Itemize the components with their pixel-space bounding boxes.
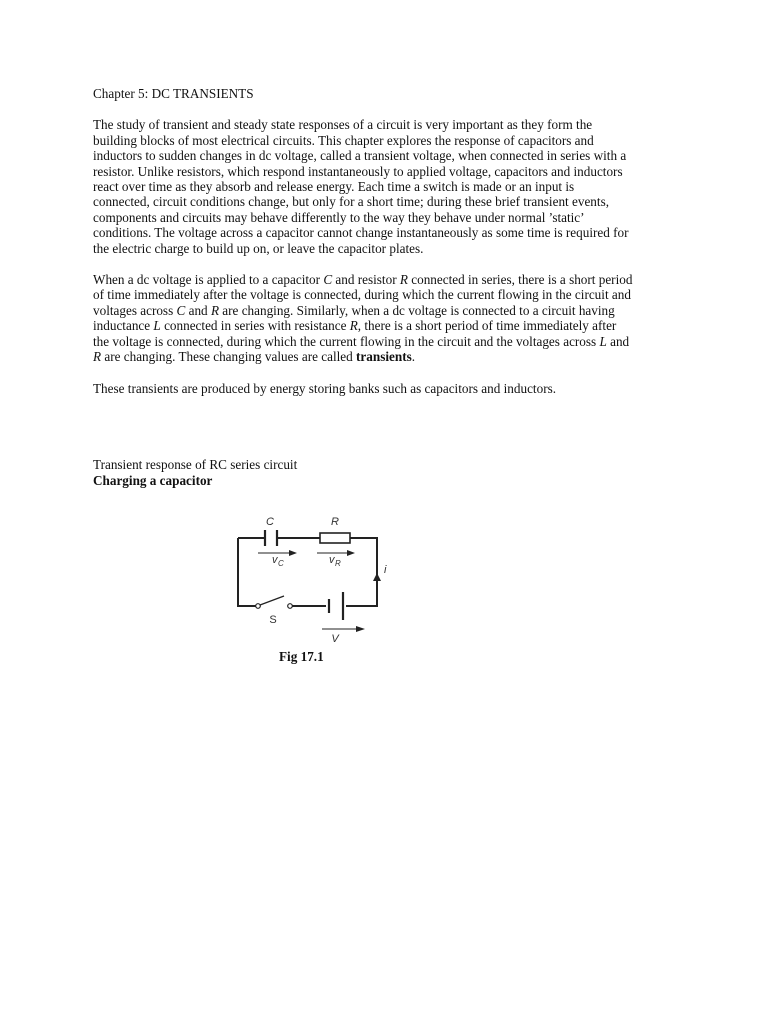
resistor-symbol	[320, 533, 350, 543]
circuit-wires	[238, 538, 377, 606]
transients-term: transients	[356, 349, 412, 365]
text-line: connected, circuit conditions change, but only for a short time; during these brief transient events,	[93, 194, 609, 210]
switch-lever	[260, 596, 284, 605]
switch-terminal-left	[256, 604, 261, 609]
battery-symbol	[329, 592, 343, 620]
vr-arrowhead-icon	[347, 550, 355, 556]
text-line: When a dc voltage is applied to a capacitor C and resistor R connected in series, there is a short period	[93, 272, 633, 288]
wire-right	[346, 538, 377, 606]
text-line: These transients are produced by energy storing banks such as capacitors and inductors.	[93, 380, 557, 396]
figure-caption: Fig 17.1	[279, 649, 324, 664]
text-line: components and circuits may behave differently to the way they behave under normal ’static’	[93, 209, 585, 225]
source-label: V	[331, 633, 339, 645]
resistor-label: R	[331, 516, 339, 528]
vc-arrowhead-icon	[289, 550, 297, 556]
text-line: voltages across C and R are changing. Similarly, when a dc voltage is connected to a circuit having	[93, 302, 615, 318]
switch-label: S	[269, 614, 277, 626]
text-line: the electric charge to build up on, or leave the capacitor plates.	[93, 240, 424, 256]
current-label: i	[384, 564, 387, 576]
section-title: Transient response of RC series circuit	[93, 457, 298, 472]
voltage-arrowheads	[289, 550, 365, 632]
switch-terminal-right	[288, 604, 293, 609]
intro-paragraph	[93, 117, 683, 256]
vc-label: v	[272, 554, 278, 566]
document-body	[93, 86, 683, 412]
text-line: building blocks of most electrical circuits. This chapter explores the response of capacitors and	[93, 132, 594, 148]
wire-left	[238, 538, 256, 606]
section-subtitle: Charging a capacitor	[93, 473, 213, 488]
current-arrow-icon	[373, 573, 381, 581]
chapter-title: Chapter 5: DC TRANSIENTS	[93, 86, 254, 101]
capacitor-symbol	[265, 530, 277, 546]
v-arrowhead-icon	[356, 626, 365, 632]
text-line: the voltage is connected, during which the current flowing in the circuit and the voltages across L and	[93, 333, 630, 349]
transients-paragraph	[93, 272, 683, 364]
switch-symbol	[256, 596, 293, 608]
vr-subscript: R	[335, 559, 341, 568]
text-line: inductors to sudden changes in dc voltage, called a transient voltage, when connected in series with a	[93, 148, 627, 164]
capacitor-label: C	[266, 516, 274, 528]
text-line: The study of transient and steady state responses of a circuit is very important as they form the	[93, 117, 593, 133]
circuit-svg	[225, 510, 405, 650]
text-line: inductance L connected in series with resistance R, there is a short period of time immediately after	[93, 318, 617, 334]
text-line: resistor. Unlike resistors, which respond instantaneously to applied voltage, capacitors and inductors	[93, 163, 623, 179]
summary-paragraph	[93, 381, 683, 396]
text-line: of time immediately after the voltage is connected, during which the current flowing in the circuit and	[93, 287, 631, 303]
text-line: react over time as they absorb and release energy. Each time a switch is made or an input is	[93, 179, 575, 195]
text-line: conditions. The voltage across a capacitor cannot change instantaneously as some time is required for	[93, 225, 629, 241]
text-line: R are changing. These changing values are called transients.	[93, 349, 416, 365]
vr-label: v	[329, 554, 335, 566]
rc-circuit-diagram	[225, 510, 405, 650]
vc-subscript: C	[278, 559, 284, 568]
